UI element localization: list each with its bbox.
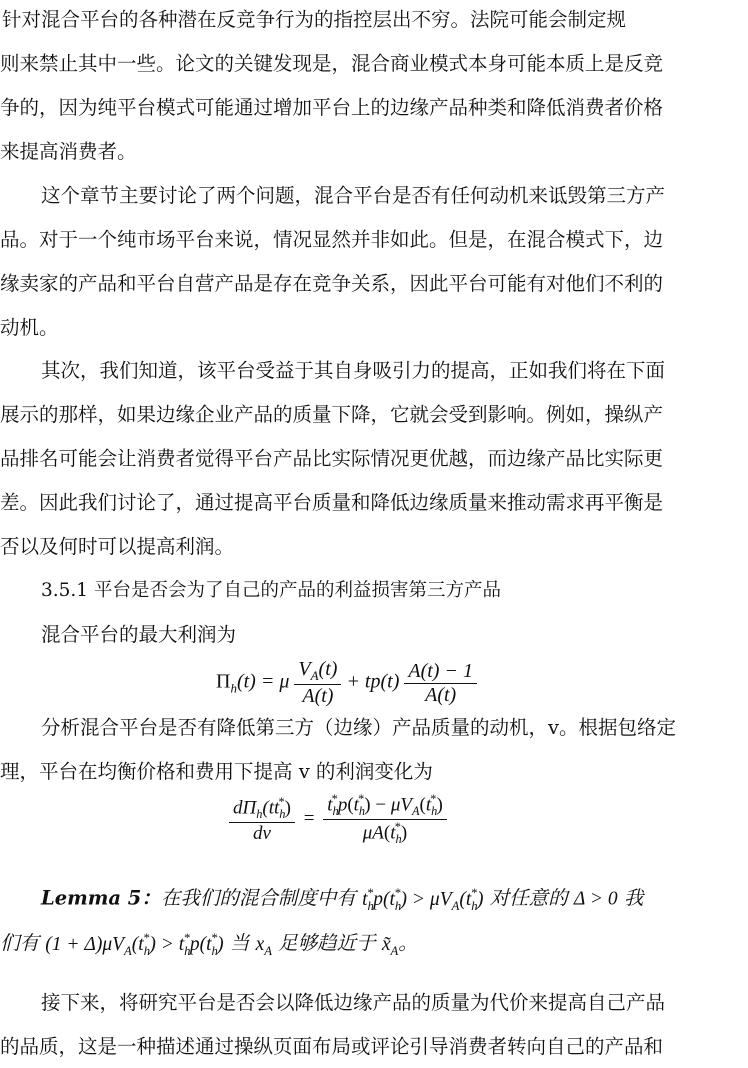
eq1-frac1-den: A(t) (302, 685, 334, 707)
paragraph-3-line-3: 品排名可能会让消费者觉得平台产品比实际情况更优越，而边缘产品比实际更 (0, 447, 664, 470)
paragraph-5-line-2: 的品质，这是一种描述通过操纵页面布局或评论引导消费者转向自己的产品和 (0, 1035, 664, 1058)
paragraph-2-line-1: 这个章节主要讨论了两个问题，混合平台是否有任何动机来诋毁第三方产 (41, 184, 666, 207)
lemma-end: 。 (398, 931, 418, 955)
lemma-text-e: 当 (229, 931, 250, 955)
eq2-rhs-fraction (323, 792, 447, 847)
eq1-middle: + tp(t) (346, 670, 400, 693)
paragraph-3-line-1: 其次，我们知道，该平台受益于其自身吸引力的提高，正如我们将在下面 (41, 359, 666, 382)
eq2-rhs-num: $t_h^*p(t_h^*) - \mu V_A(t_h^*)$ (327, 792, 443, 819)
eq1-lhs: Π (216, 670, 231, 693)
lemma-text-c: 我 (623, 886, 644, 910)
paragraph-2-line-2: 品。对于一个纯市场平台来说，情况显然并非如此。但是，在混合模式下，边 (0, 228, 664, 251)
paragraph-1-line-3: 争的，因为纯平台模式可能通过增加平台上的边缘产品种类和降低消费者价格 (0, 96, 664, 119)
lemma-text-d: 们有 (0, 931, 40, 955)
paragraph-4-line-1: 分析混合平台是否有降低第三方（边缘）产品质量的动机，v。根据包络定 (41, 716, 677, 739)
lemma-delta: Δ > 0 (573, 888, 618, 910)
eq2-lhs-den: dv (253, 822, 271, 844)
eq1-frac2-num: A(t) − 1 (408, 659, 473, 682)
lemma-text-a: 在我们的混合制度中有 (160, 886, 356, 910)
eq2-rhs-den: $\mu A(t_h^*)$ (323, 819, 447, 847)
lemma-line-1: Lemma 5：在我们的混合制度中有 $t_h^*p(t_h^*) > \mu V_A(t_h^*)$ 对任意的 Δ > 0 我 (41, 886, 644, 913)
eq1-frac1-num-arg: (t) (318, 658, 338, 680)
paragraph-1-line-4: 来提高消费者。 (0, 140, 137, 163)
derivative-equation (229, 792, 447, 847)
eq1-frac1-num: V (298, 658, 311, 680)
section-heading: 3.5.1 平台是否会为了自己的产品的利益损害第三方产品 (41, 580, 501, 601)
paragraph-3-line-5: 否以及何时可以提高利润。 (0, 535, 235, 558)
lemma-line-2: 们有 $(1 + \Delta)\mu V_A(t_h^*) > t_h^*p(t_h^*)$ 当 $x_A$ 足够趋近于 $x̃_A$。 (0, 931, 418, 958)
eq2-lhs-num-sub: h (256, 806, 263, 821)
lemma-xa: x (255, 933, 265, 955)
profit-intro: 混合平台的最大利润为 (41, 623, 237, 646)
eq2-lhs-num-arg: (t (262, 796, 275, 818)
eq2-lhs-fraction: $\frac{d\Pi_h(tt_h^*)}{dv}$ (229, 795, 295, 845)
eq1-frac1-num-sub: A (310, 668, 319, 683)
eq1-frac2-den: A(t) (425, 683, 457, 706)
eq1-fraction-1 (294, 658, 341, 708)
profit-equation (216, 658, 477, 708)
paragraph-2-line-3: 缘卖家的产品和平台自营产品是存在竞争关系，因此平台可能有对他们不利的 (0, 272, 664, 295)
eq1-fraction-2 (404, 660, 477, 707)
paragraph-1-line-1: 针对混合平台的各种潜在反竞争行为的指控层出不穷。法院可能会制定规 (2, 8, 627, 31)
eq2-lhs-num: dΠ (233, 796, 257, 818)
eq1-lhs-arg: (t) = μ (236, 670, 290, 693)
paragraph-2-line-4: 动机。 (0, 316, 59, 339)
lemma-label: Lemma 5： (41, 886, 161, 910)
paragraph-3-line-2: 展示的那样，如果边缘企业产品的质量下降，它就会受到影响。例如，操纵产 (0, 403, 664, 426)
paragraph-5-line-1: 接下来，将研究平台是否会以降低边缘产品的质量为代价来提高自己产品 (41, 991, 666, 1014)
eq2-equals: = (303, 807, 315, 829)
paragraph-4-line-2: 理，平台在均衡价格和费用下提高 v 的利润变化为 (0, 760, 433, 783)
lemma-text-f: 足够趋近于 (278, 931, 376, 955)
eq1-lhs-sub: h (230, 680, 237, 696)
lemma-text-b: 对任意的 (489, 886, 568, 910)
paragraph-1-line-2: 则来禁止其中一些。论文的关键发现是，混合商业模式本身可能本质上是反竞 (0, 52, 664, 75)
paragraph-3-line-4: 差。因此我们讨论了，通过提高平台质量和降低边缘质量来推动需求再平衡是 (0, 491, 664, 514)
